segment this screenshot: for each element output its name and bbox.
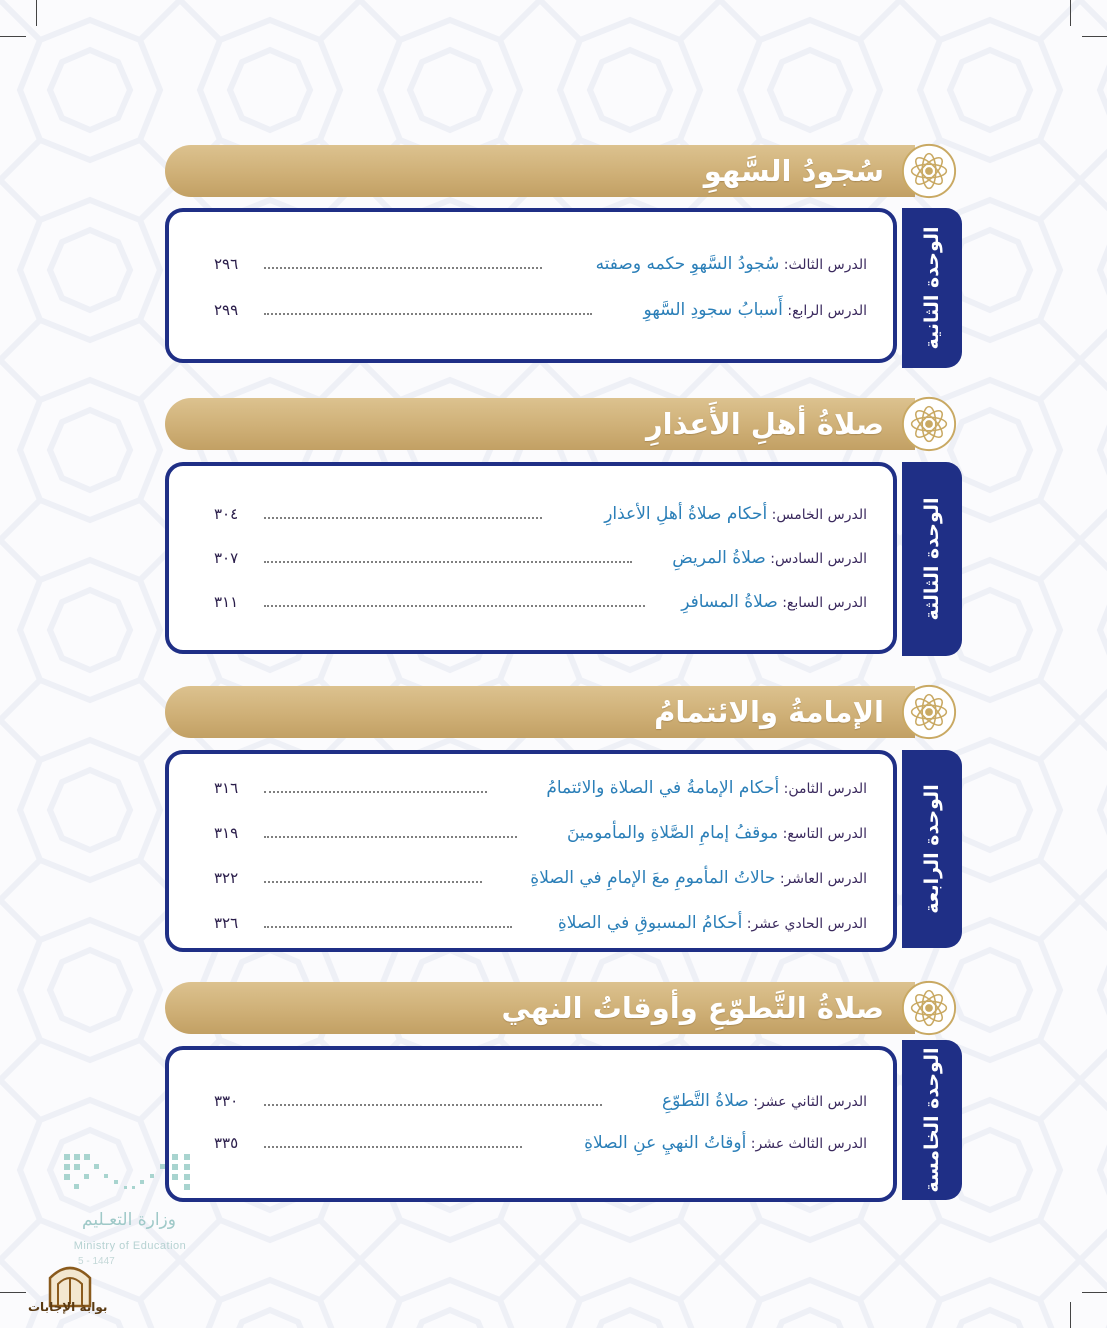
- flower-ornament-icon: [900, 142, 958, 200]
- lesson-number: الدرس الثاني عشر:: [748, 1094, 867, 1110]
- logo-year: 5 - 1447: [78, 1256, 115, 1267]
- dotted-leader: [264, 791, 487, 793]
- toc-section: [160, 982, 962, 1207]
- unit-tab: [902, 750, 962, 948]
- section-title: الإمامةُ والائتمامُ: [654, 695, 884, 729]
- toc-section: [160, 398, 962, 660]
- page-number: ٢٩٦: [214, 255, 239, 273]
- unit-tab: [902, 462, 962, 656]
- lesson-title: أحكام صلاةُ أهلِ الأعذارِ: [604, 504, 768, 524]
- dotted-leader: [264, 605, 645, 607]
- toc-section: [160, 686, 962, 956]
- lesson-number: الدرس الرابع:: [782, 303, 867, 319]
- lesson-text: [546, 774, 867, 803]
- dotted-leader: [264, 1104, 602, 1106]
- page-number: ٣٢٦: [214, 914, 239, 932]
- page-number: ٣٢٢: [214, 869, 239, 887]
- unit-tab: [902, 208, 962, 368]
- lesson-text: [596, 250, 867, 279]
- lesson-text: [681, 588, 867, 617]
- lesson-number: الدرس التاسع:: [778, 826, 867, 842]
- lessons-box: [165, 462, 897, 654]
- lesson-row[interactable]: [214, 774, 867, 802]
- lesson-row[interactable]: [214, 1087, 867, 1115]
- unit-label: الوحدة الثانية: [921, 226, 943, 350]
- unit-label: الوحدة الثالثة: [921, 497, 943, 621]
- dotted-leader: [264, 517, 542, 519]
- dotted-leader: [264, 267, 542, 269]
- section-title: سُجودُ السَّهوِ: [703, 154, 884, 188]
- logo-dots-icon: [60, 1150, 198, 1198]
- dotted-leader: [264, 881, 482, 883]
- page-number: ٢٩٩: [214, 301, 239, 319]
- unit-label: الوحدة الخامسة: [921, 1047, 943, 1193]
- page-number: ٣٠٧: [214, 549, 239, 567]
- lessons-box: [165, 1046, 897, 1202]
- crop-mark: [36, 0, 37, 26]
- lesson-title: صلاةُ المسافرِ: [681, 592, 778, 612]
- crop-mark: [1070, 0, 1071, 26]
- lesson-number: الدرس السادس:: [765, 551, 867, 567]
- crop-mark: [0, 36, 26, 37]
- crop-mark: [1082, 36, 1107, 37]
- lesson-title: حالاتُ المأمومِ معَ الإمامِ في الصلاةِ: [530, 868, 776, 888]
- lesson-title: أَسبابُ سجودِ السَّهوِ: [643, 300, 783, 320]
- logo-arabic-text: وزارة التعـليم: [82, 1210, 176, 1230]
- page-number: ٣١٦: [214, 779, 239, 797]
- dotted-leader: [264, 926, 512, 928]
- lesson-text: [558, 909, 867, 938]
- lesson-text: [662, 1087, 867, 1116]
- lesson-row[interactable]: [214, 819, 867, 847]
- lesson-row[interactable]: [214, 544, 867, 572]
- flower-ornament-icon: [900, 395, 958, 453]
- watermark-emblem-icon: [30, 1256, 110, 1326]
- dotted-leader: [264, 836, 517, 838]
- crop-mark: [1070, 1302, 1071, 1328]
- lesson-row[interactable]: [214, 1129, 867, 1157]
- page-number: ٣٣٥: [214, 1134, 239, 1152]
- crop-mark: [1082, 1292, 1107, 1293]
- lesson-title: صلاةُ المريضِ: [672, 548, 766, 568]
- page-number: ٣١١: [214, 593, 239, 611]
- unit-tab: [902, 1040, 962, 1200]
- page-number: ٣١٩: [214, 824, 239, 842]
- dotted-leader: [264, 1146, 522, 1148]
- flower-ornament-icon: [900, 683, 958, 741]
- lesson-title: أوقاتُ النهيِ عنِ الصلاةِ: [584, 1133, 747, 1153]
- lesson-text: [604, 500, 867, 529]
- lesson-title: صلاةُ التَّطوّعِ: [662, 1091, 749, 1111]
- crop-mark: [0, 1292, 26, 1293]
- page-number: ٣٣٠: [214, 1092, 239, 1110]
- lesson-row[interactable]: [214, 588, 867, 616]
- lesson-number: الدرس الثالث عشر:: [746, 1136, 867, 1152]
- lesson-number: الدرس السابع:: [777, 595, 867, 611]
- dotted-leader: [264, 313, 592, 315]
- lesson-number: الدرس الخامس:: [767, 507, 867, 523]
- flower-ornament-icon: [900, 979, 958, 1037]
- lesson-number: الدرس الحادي عشر:: [742, 916, 867, 932]
- lesson-row[interactable]: [214, 864, 867, 892]
- logo-english-text: Ministry of Education: [73, 1240, 187, 1252]
- section-title: صلاةُ التَّطوّعِ وأوقاتُ النهي: [501, 991, 884, 1025]
- lesson-number: الدرس العاشر:: [775, 871, 867, 887]
- toc-section: [160, 145, 962, 370]
- section-title: صلاةُ أهلِ الأَعذارِ: [645, 407, 884, 441]
- dotted-leader: [264, 561, 632, 563]
- lessons-box: [165, 750, 897, 952]
- page-number: ٣٠٤: [214, 505, 239, 523]
- lesson-title: موقفُ إمامِ الصَّلاةِ والمأمومينَ: [566, 823, 779, 843]
- lesson-number: الدرس الثالث:: [779, 257, 867, 273]
- lesson-text: [584, 1129, 867, 1158]
- lesson-text: [567, 819, 867, 848]
- lesson-text: [530, 864, 867, 893]
- lesson-number: الدرس الثامن:: [779, 781, 867, 797]
- lesson-text: [672, 544, 867, 573]
- lesson-title: سُجودُ السَّهوِ حكمه وصفته: [595, 254, 780, 274]
- lesson-title: أحكامُ المسبوقِ في الصلاةِ: [557, 913, 743, 933]
- unit-label: الوحدة الرابعة: [921, 784, 943, 914]
- lesson-text: [644, 296, 867, 325]
- lessons-box: [165, 208, 897, 363]
- lesson-row[interactable]: [214, 909, 867, 937]
- lesson-row[interactable]: [214, 250, 867, 278]
- lesson-row[interactable]: [214, 500, 867, 528]
- lesson-title: أحكام الإمامةُ في الصلاة والائتمامُ: [546, 778, 780, 798]
- lesson-row[interactable]: [214, 296, 867, 324]
- watermark-text: بوابة الإجابات: [28, 1300, 108, 1314]
